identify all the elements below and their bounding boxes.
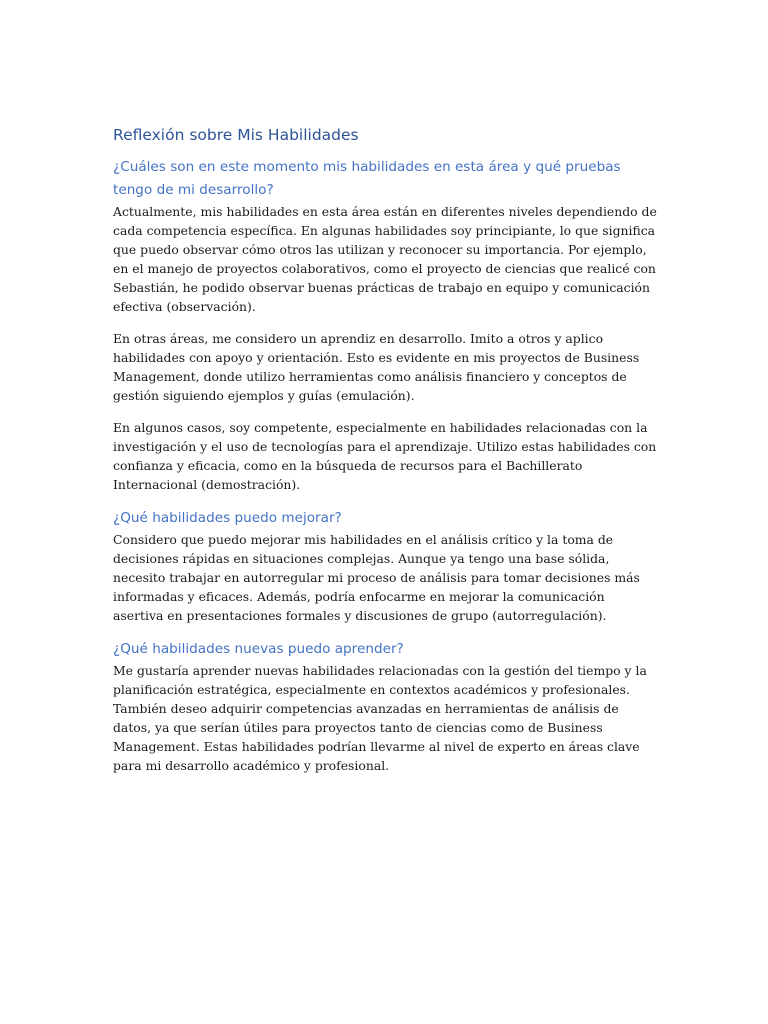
section-heading: ¿Qué habilidades puedo mejorar?	[113, 510, 342, 526]
section-skills-to-improve	[113, 507, 658, 625]
paragraph: Actualmente, mis habilidades en esta área están en diferentes niveles dependiendo de cada competencia específica. En algunas habilidades soy principiante, lo que significa que puedo observar cómo otros las utilizan y reconocer su importancia. Por ejemplo, en el manejo de proyectos colaborativos, como el proyecto de ciencias que realicé con Sebastián, he podido observar buenas prácticas de trabajo en equipo y comunicación efectiva (observación).	[113, 204, 657, 314]
document-title: Reflexión sobre Mis Habilidades	[113, 126, 359, 144]
document-body	[113, 124, 658, 788]
paragraph: En otras áreas, me considero un aprendiz en desarrollo. Imito a otros y aplico habilidades con apoyo y orientación. Esto es evidente en mis proyectos de Business Management, donde utilizo herramientas como análisis financiero y conceptos de gestión siguiendo ejemplos y guías (emulación).	[113, 331, 640, 403]
paragraph: Me gustaría aprender nuevas habilidades relacionadas con la gestión del tiempo y la planificación estratégica, especialmente en contextos académicos y profesionales. También deseo adquirir competencias avanzadas en herramientas de análisis de datos, ya que serían útiles para proyectos tanto de ciencias como de Business Management. Estas habilidades podrían llevarme al nivel de experto en áreas clave para mi desarrollo académico y profesional.	[113, 663, 647, 773]
paragraph: Considero que puedo mejorar mis habilidades en el análisis crítico y la toma de decisiones rápidas en situaciones complejas. Aunque ya tengo una base sólida, necesito trabajar en autorregular mi proceso de análisis para tomar decisiones más informadas y eficaces. Además, podría enfocarme en mejorar la comunicación asertiva en presentaciones formales y discusiones de grupo (autorregulación).	[113, 532, 640, 623]
section-heading: ¿Cuáles son en este momento mis habilidades en esta área y qué pruebas tengo de mi desarrollo?	[113, 159, 621, 198]
paragraph: En algunos casos, soy competente, especialmente en habilidades relacionadas con la investigación y el uso de tecnologías para el aprendizaje. Utilizo estas habilidades con confianza y eficacia, como en la búsqueda de recursos para el Bachillerato Internacional (demostración).	[113, 420, 657, 492]
section-new-skills	[113, 638, 658, 775]
section-heading: ¿Qué habilidades nuevas puedo aprender?	[113, 641, 404, 657]
section-current-skills	[113, 156, 658, 494]
